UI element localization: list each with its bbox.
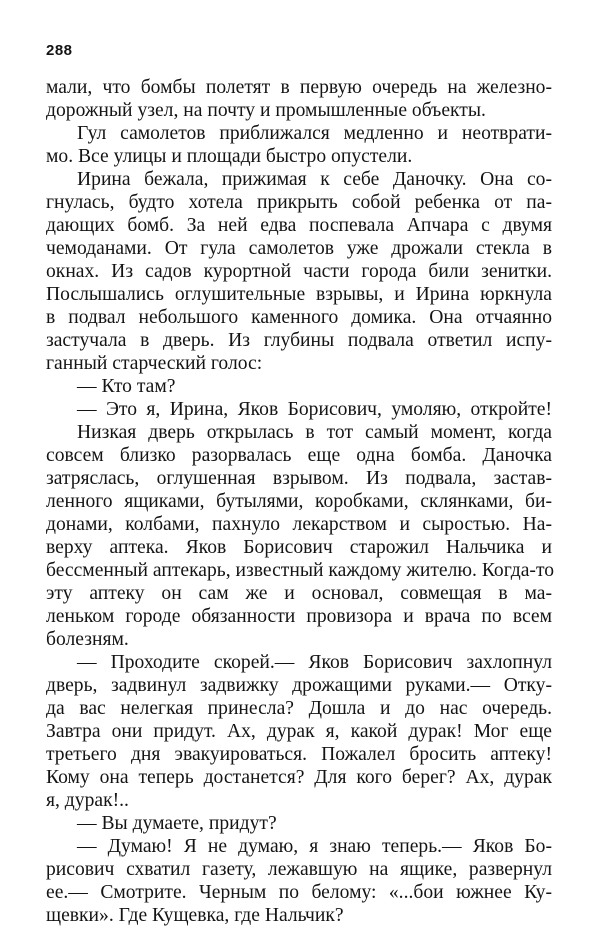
- text-line: Низкая дверь открылась в тот самый момент, когда: [77, 422, 552, 443]
- text-line: мали, что бомбы полетят в первую очередь на железно-: [46, 77, 552, 98]
- text-line: гнулась, будто хотела прикрыть собой ребенка от па-: [46, 192, 552, 213]
- text-line: Завтра они придут. Ах, дурак я, какой дурак! Мог еще: [46, 721, 552, 742]
- text-line: ленного ящиками, бутылями, коробками, склянками, би-: [46, 491, 552, 512]
- text-line: Ирина бежала, прижимая к себе Даночку. Она со-: [77, 169, 552, 190]
- text-line: мо. Все улицы и площади быстро опустели.: [46, 146, 413, 167]
- text-line: леньком городе обязанности провизора и врача по всем: [46, 606, 552, 627]
- text-line: дорожный узел, на почту и промышленные объекты.: [46, 100, 486, 121]
- text-line: — Думаю! Я не думаю, я знаю теперь.— Яков Бо-: [77, 836, 552, 857]
- text-line: верху аптека. Яков Борисович старожил Нальчика и: [46, 537, 552, 558]
- text-line: дверь, задвинул задвижку дрожащими руками.— Отку-: [46, 675, 552, 696]
- text-line: — Кто там?: [77, 376, 176, 397]
- text-line: — Это я, Ирина, Яков Борисович, умоляю, откройте!: [77, 399, 552, 420]
- text-line: болезням.: [46, 629, 129, 650]
- text-line: щевки». Где Кущевка, где Нальчик?: [46, 905, 344, 926]
- text-line: чемоданами. От гула самолетов уже дрожали стекла в: [46, 238, 552, 259]
- text-line: ее.— Смотрите. Черным по белому: «...бои южнее Ку-: [46, 882, 552, 903]
- text-line: — Проходите скорей.— Яков Борисович захлопнул: [77, 652, 552, 673]
- text-line: окнах. Из садов курортной части города били зенитки.: [46, 261, 552, 282]
- text-line: — Вы думаете, придут?: [77, 813, 277, 834]
- text-line: Гул самолетов приближался медленно и неотврати-: [77, 123, 552, 144]
- text-line: Послышались оглушительные взрывы, и Ирина юркнула: [46, 284, 552, 305]
- text-line: в подвал небольшого каменного домика. Она отчаянно: [46, 307, 552, 328]
- page-number: 288: [46, 42, 73, 59]
- text-line: дающих бомб. За ней едва поспевала Апчара с двумя: [46, 215, 552, 236]
- text-line: третьего дня эвакуироваться. Пожалел бросить аптеку!: [46, 744, 552, 765]
- text-line: затряслась, оглушенная взрывом. Из подвала, застав-: [46, 468, 552, 489]
- text-line: донами, колбами, пахнуло лекарством и сыростью. На-: [46, 514, 552, 535]
- text-line: ганный старческий голос:: [46, 353, 263, 374]
- text-line: бессменный аптекарь, известный каждому жителю. Когда-то: [46, 560, 555, 581]
- text-line: рисович схватил газету, лежавшую на ящике, развернул: [46, 859, 552, 880]
- text-line: совсем близко разорвалась еще одна бомба. Даночка: [46, 445, 552, 466]
- text-line: я, дурак!..: [46, 790, 129, 811]
- text-line: эту аптеку он сам же и основал, совмещая в ма-: [46, 583, 552, 604]
- text-line: Кому она теперь достанется? Для кого берег? Ах, дурак: [46, 767, 552, 788]
- text-line: да вас нелегкая принесла? Дошла и до нас очередь.: [46, 698, 552, 719]
- text-line: застучала в дверь. Из глубины подвала ответил испу-: [46, 330, 552, 351]
